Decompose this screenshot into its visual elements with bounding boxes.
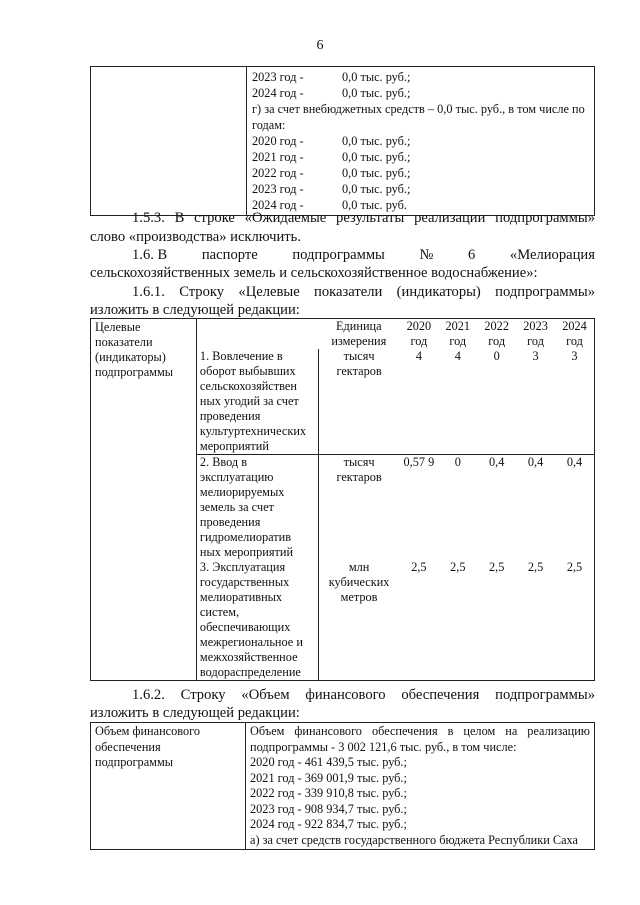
table-row [91, 723, 595, 850]
finance-table [90, 722, 595, 850]
indicator-value: 2,5 [555, 560, 594, 681]
table-row [91, 319, 595, 350]
indicator-value: 4 [438, 349, 477, 455]
year-header: 2023 год [516, 319, 555, 350]
unit-header: Единица измерения [318, 319, 399, 350]
year-header: 2020 год [399, 319, 438, 350]
paragraph-1-6-2: 1.6.2. Строку «Объем финансового обеспечения подпрограммы» [132, 687, 595, 703]
indicator-value: 0,4 [516, 455, 555, 561]
finance-content [246, 723, 595, 850]
paragraph-1-5-3: 1.5.3. В строке «Ожидаемые результаты реализации подпрограммы» [132, 210, 595, 226]
indicator-name: 2. Ввод в эксплуатацию мелиорируемых земель за счет проведения гидромелиоратив ных мероприятий [196, 455, 318, 561]
indicator-value: 3 [516, 349, 555, 455]
indicator-value: 0 [477, 349, 516, 455]
funding-line: 2021 год - 0,0 тыс. руб.; [252, 150, 411, 164]
indicator-name: 3. Эксплуатация государственных мелиоративных систем, обеспечивающих межрегиональное и межхозяйственное водораспределение [196, 560, 318, 681]
finance-year-line: 2023 год - 908 934,7 тыс. руб.; [250, 801, 407, 816]
indicator-value: 2,5 [399, 560, 438, 681]
funding-line: 2022 год - 0,0 тыс. руб.; [252, 166, 411, 180]
indicator-name: 1. Вовлечение в оборот выбывших сельскохозяйствен ных угодий за счет проведения культуртехнических мероприятий [196, 349, 318, 455]
funding-line: 2023 год - 0,0 тыс. руб.; [252, 182, 411, 196]
indicator-value: 0,4 [477, 455, 516, 561]
indicator-unit: тысяч гектаров [318, 349, 399, 455]
paragraph-1-6: 1.6. В паспорте подпрограммы № 6 «Мелиорация [132, 247, 595, 263]
finance-intro: Объем финансового обеспечения в целом на реализацию подпрограммы - 3 002 121,6 тыс. руб., в том числе: [250, 724, 590, 754]
year-header: 2021 год [438, 319, 477, 350]
funding-continuation-table [90, 66, 595, 216]
indicator-value: 0 [438, 455, 477, 561]
funding-line-text: г) за счет внебюджетных средств – 0,0 тыс. руб., в том числе по годам: [252, 102, 585, 132]
empty-label-cell [91, 67, 247, 216]
paragraph-1-6-cont: сельскохозяйственных земель и сельскохозяйственное водоснабжение»: [90, 265, 538, 281]
finance-last-line: а) за счет средств государственного бюджета Республики Саха [250, 832, 578, 847]
finance-year-line: 2021 год - 369 001,9 тыс. руб.; [250, 770, 407, 785]
finance-year-line: 2024 год - 922 834,7 тыс. руб.; [250, 817, 407, 831]
indicator-value: 0,4 [555, 455, 594, 561]
funding-line: 2020 год - 0,0 тыс. руб.; [252, 134, 411, 148]
finance-label: Объем финансового обеспечения подпрограммы [91, 723, 246, 850]
funding-line: 2024 год - 0,0 тыс. руб. [252, 198, 407, 212]
funding-line: 2023 год - 0,0 тыс. руб.; [252, 70, 411, 84]
indicators-table [90, 318, 595, 681]
indicators-label: Целевые показатели (индикаторы) подпрограммы [91, 319, 197, 681]
indicator-value: 2,5 [438, 560, 477, 681]
finance-year-line: 2022 год - 339 910,8 тыс. руб.; [250, 786, 407, 800]
page-number: 6 [316, 38, 324, 53]
finance-year-line: 2020 год - 461 439,5 тыс. руб.; [250, 755, 407, 769]
paragraph-1-6-1: 1.6.1. Строку «Целевые показатели (индикаторы) подпрограммы» [132, 284, 595, 300]
funding-lines-cell [247, 67, 595, 216]
indicator-unit: тысяч гектаров [318, 455, 399, 561]
funding-line: 2024 год - 0,0 тыс. руб.; [252, 86, 411, 100]
indicator-value: 0,57 9 [399, 455, 438, 561]
indicator-value: 2,5 [516, 560, 555, 681]
paragraph-1-5-3-cont: слово «производства» исключить. [90, 229, 301, 245]
paragraph-1-6-1-cont: изложить в следующей редакции: [90, 302, 300, 318]
indicator-value: 2,5 [477, 560, 516, 681]
indicator-value: 3 [555, 349, 594, 455]
year-header: 2022 год [477, 319, 516, 350]
indicator-value: 4 [399, 349, 438, 455]
paragraph-1-6-2-cont: изложить в следующей редакции: [90, 705, 300, 721]
year-header: 2024 год [555, 319, 594, 350]
indicator-unit: млн кубических метров [318, 560, 399, 681]
